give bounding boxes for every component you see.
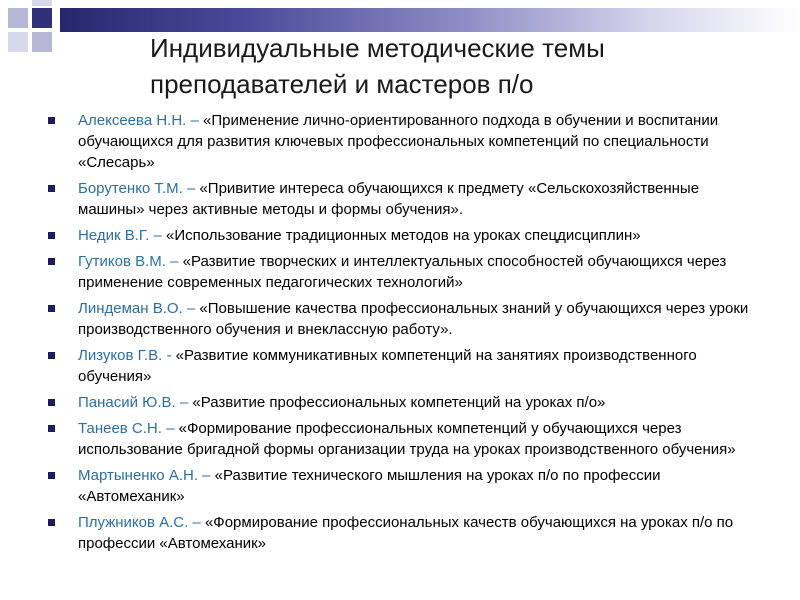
square-bullet-icon: [48, 425, 55, 432]
topic-text: «Повышение качества профессиональных знаний у обучающихся через уроки производственного обучения и внеклассную работу».: [78, 300, 749, 338]
teacher-name: Мартыненко А.Н. –: [78, 467, 211, 484]
list-item: [48, 110, 768, 173]
topic-text: «Развитие профессиональных компетенций на уроках п/о»: [188, 394, 606, 411]
slide-title: [150, 30, 770, 102]
teacher-name: Линдеман В.О. –: [78, 300, 196, 317]
deco-square-5: [32, 0, 52, 6]
list-item: [48, 345, 768, 387]
list-item: [48, 178, 768, 220]
square-bullet-icon: [48, 519, 55, 526]
teacher-name: Гутиков В.М. –: [78, 253, 179, 270]
square-bullet-icon: [48, 117, 55, 124]
square-bullet-icon: [48, 185, 55, 192]
square-bullet-icon: [48, 258, 55, 265]
topic-text: «Привитие интереса обучающихся к предмету «Сельскохозяйственные машины» через активные методы и формы обучения».: [78, 180, 700, 218]
top-gradient-bar: [60, 8, 800, 32]
square-bullet-icon: [48, 399, 55, 406]
deco-square-4: [8, 32, 28, 52]
list-item: [48, 225, 768, 246]
square-bullet-icon: [48, 232, 55, 239]
teacher-name: Плужников А.С. –: [78, 514, 201, 531]
teacher-name: Борутенко Т.М. –: [78, 180, 196, 197]
topic-text: «Формирование профессиональных качеств обучающихся на уроках п/о по профессии «Автомеханик»: [78, 514, 734, 552]
topic-text: «Развитие технического мышления на уроках п/о по профессии «Автомеханик»: [78, 467, 661, 505]
teacher-name: Недик В.Г. –: [78, 227, 162, 244]
topic-text: «Использование традиционных методов на уроках спецдисциплин»: [161, 227, 641, 244]
topic-text: «Применение лично-ориентированного подхода в обучении и воспитании обучающихся для развития ключевых профессиональных компетенций по специальности «Слесарь»: [78, 112, 719, 171]
list-item: [48, 392, 768, 413]
square-bullet-icon: [48, 352, 55, 359]
list-item: [48, 465, 768, 507]
deco-square-3: [32, 32, 52, 52]
list-item: [48, 512, 768, 554]
topic-text: «Формирование профессиональных компетенций у обучающихся через использование бригадной формы организации труда на уроках производственного обучения»: [78, 420, 736, 458]
teacher-name: Панасий Ю.В. –: [78, 394, 189, 411]
deco-square-1: [8, 8, 28, 28]
list-item: [48, 251, 768, 293]
teacher-name: Лизуков Г.В. -: [78, 347, 172, 364]
title-line-2: преподавателей и мастеров п/о: [150, 69, 534, 99]
title-line-1: Индивидуальные методические темы: [150, 33, 605, 63]
topics-list: [48, 110, 768, 559]
list-item: [48, 418, 768, 460]
deco-square-2: [32, 8, 52, 28]
topic-text: «Развитие творческих и интеллектуальных способностей обучающихся через применение современных педагогических технологий»: [78, 253, 727, 291]
square-bullet-icon: [48, 305, 55, 312]
list-item: [48, 298, 768, 340]
teacher-name: Алексеева Н.Н. –: [78, 112, 199, 129]
teacher-name: Танеев С.Н. –: [78, 420, 175, 437]
topic-text: «Развитие коммуникативных компетенций на занятиях производственного обучения»: [78, 347, 697, 385]
square-bullet-icon: [48, 472, 55, 479]
